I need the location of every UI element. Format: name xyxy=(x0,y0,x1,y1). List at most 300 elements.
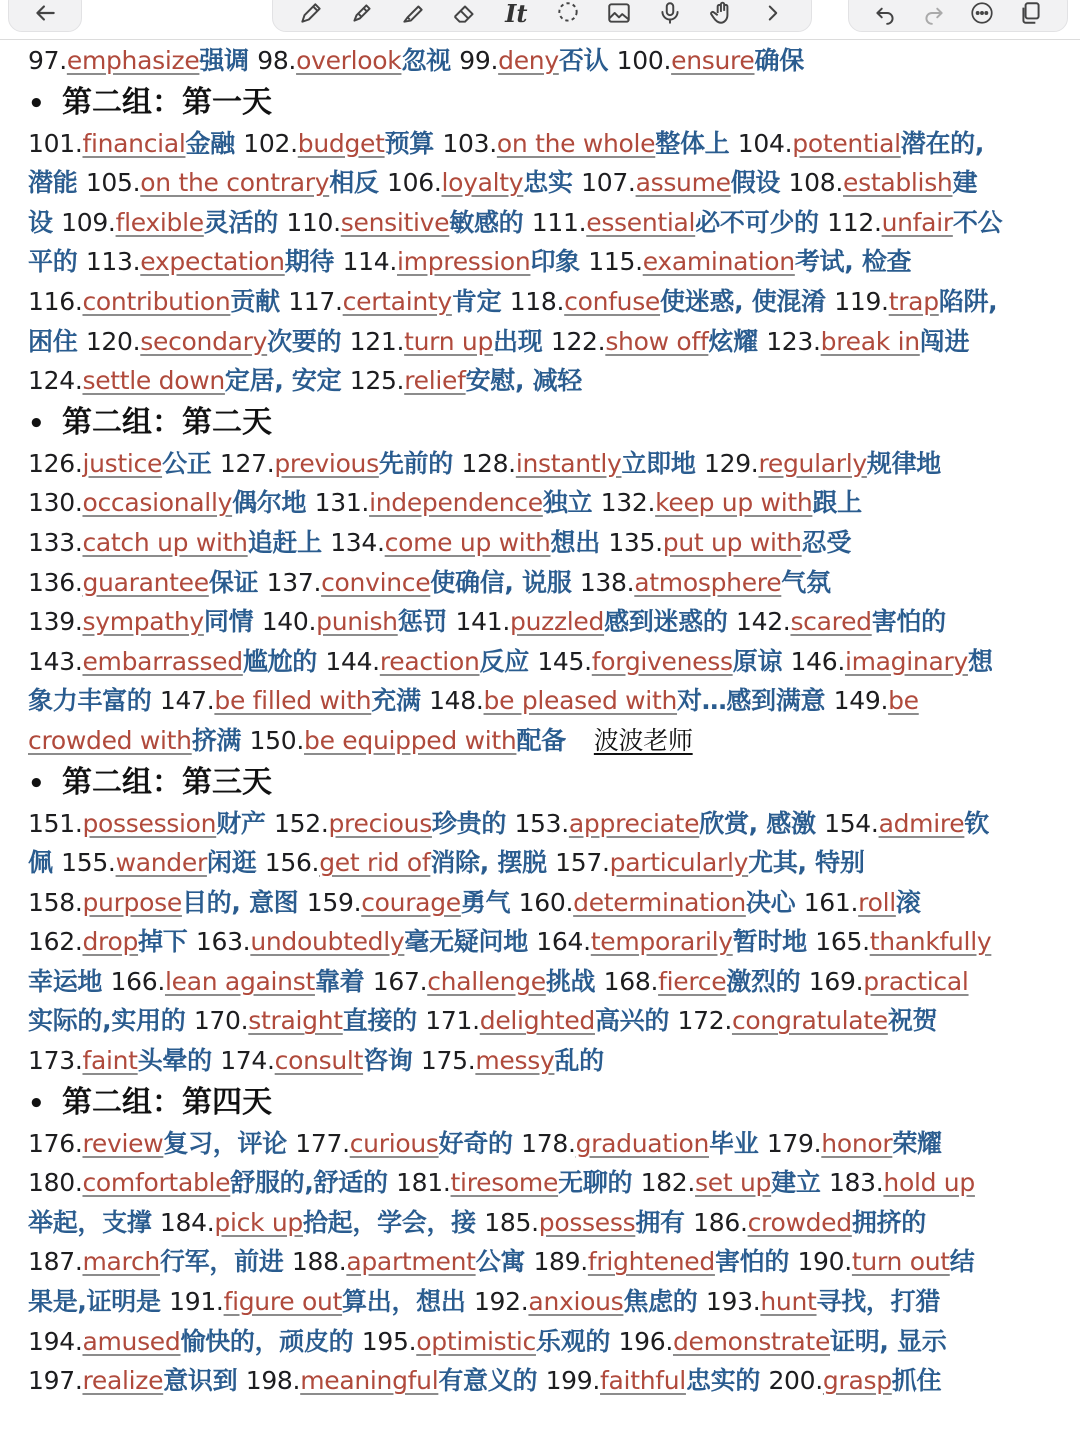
english-word: embarrassed xyxy=(82,646,243,676)
vocab-line xyxy=(28,1124,1058,1164)
english-word: come up with xyxy=(384,527,551,557)
item-number: 180. xyxy=(28,1168,83,1198)
item-number: 150. xyxy=(249,725,305,755)
chinese-meaning: 强调 xyxy=(199,46,258,75)
english-word: puzzled xyxy=(510,607,605,637)
vocab-line xyxy=(28,523,1058,563)
item-number: 179. xyxy=(766,1128,822,1158)
english-word: demonstrate xyxy=(672,1326,831,1356)
english-word: regularly xyxy=(758,448,867,478)
english-word: curious xyxy=(349,1128,439,1158)
item-number: 114. xyxy=(342,247,398,277)
chinese-meaning: 幸运地 xyxy=(28,966,111,996)
vocab-line xyxy=(28,1163,1058,1203)
english-word: contribution xyxy=(82,286,231,316)
chinese-meaning: 好奇的 xyxy=(438,1128,522,1158)
item-number: 146. xyxy=(790,646,845,676)
chinese-meaning: 规律地 xyxy=(866,448,941,478)
chinese-meaning: 相反 xyxy=(329,168,388,198)
english-word: admire xyxy=(878,808,965,838)
english-word: purpose xyxy=(82,887,182,917)
english-word: march xyxy=(82,1247,160,1277)
english-word: convince xyxy=(321,567,431,597)
english-word: get rid of xyxy=(319,848,431,878)
vocab-line xyxy=(28,1361,1058,1401)
item-number: 159. xyxy=(306,887,362,917)
pages-icon[interactable] xyxy=(1016,0,1046,28)
item-number: 112. xyxy=(827,207,882,237)
vocab-line xyxy=(28,163,1058,203)
item-number: 200. xyxy=(768,1366,823,1396)
item-number: 192. xyxy=(473,1287,529,1317)
item-number: 195. xyxy=(361,1326,417,1356)
item-number: 134. xyxy=(330,527,385,557)
english-word: crowded with xyxy=(28,725,192,755)
item-number: 148. xyxy=(429,686,484,716)
chinese-meaning: 高兴的 xyxy=(594,1006,678,1036)
item-number: 171. xyxy=(425,1006,480,1036)
english-word: potential xyxy=(792,128,901,158)
chinese-meaning: 无聊的 xyxy=(558,1168,641,1198)
chinese-meaning: 安慰, 减轻 xyxy=(465,366,582,396)
chinese-meaning: 意识到 xyxy=(163,1366,246,1396)
item-number: 121. xyxy=(349,326,405,356)
chinese-meaning: 闲逛 xyxy=(206,848,265,878)
english-word: be pleased with xyxy=(483,686,678,716)
chinese-meaning: 毕业 xyxy=(709,1128,767,1158)
chinese-meaning: 掉下 xyxy=(138,927,196,957)
chinese-meaning: 焦虑的 xyxy=(623,1287,706,1317)
item-number: 186. xyxy=(693,1207,748,1237)
chinese-meaning: 忍受 xyxy=(801,527,852,557)
item-number: 120. xyxy=(85,326,141,356)
vocab-line xyxy=(28,242,1058,282)
english-word: emphasize xyxy=(66,46,200,75)
english-word: appreciate xyxy=(568,808,700,838)
item-number: 101. xyxy=(28,128,83,158)
item-number: 177. xyxy=(295,1128,350,1158)
lasso-icon[interactable] xyxy=(553,0,583,28)
item-number: 117. xyxy=(288,286,343,316)
pen-icon[interactable] xyxy=(296,0,326,28)
english-word: turn up xyxy=(404,326,494,356)
english-word: practical xyxy=(863,966,969,996)
chinese-meaning: 印象 xyxy=(530,247,589,277)
chinese-meaning: 建立 xyxy=(771,1168,829,1198)
chinese-meaning: 对…感到满意 xyxy=(677,686,834,716)
english-word: sensitive xyxy=(340,207,450,237)
english-word: previous xyxy=(274,448,379,478)
item-number: 118. xyxy=(509,286,565,316)
english-word: temporarily xyxy=(590,927,733,957)
chinese-meaning: 滚 xyxy=(895,887,921,917)
chinese-meaning: 激烈的 xyxy=(726,966,809,996)
chinese-meaning: 珍贵的 xyxy=(431,808,515,838)
english-word: amused xyxy=(82,1326,181,1356)
english-word: establish xyxy=(843,168,953,198)
bullet-icon: • xyxy=(28,1088,45,1119)
item-number: 162. xyxy=(28,927,83,957)
chinese-meaning: 挤满 xyxy=(191,725,250,755)
chinese-meaning: 感到迷惑的 xyxy=(604,607,736,637)
item-number: 147. xyxy=(159,686,215,716)
vocab-line xyxy=(28,1001,1058,1041)
english-word: straight xyxy=(248,1006,343,1036)
chinese-meaning: 跟上 xyxy=(812,488,862,518)
english-word: atmosphere xyxy=(634,567,782,597)
chinese-meaning: 咨询 xyxy=(363,1046,421,1076)
item-number: 153. xyxy=(514,808,569,838)
item-number: 137. xyxy=(266,567,322,597)
item-number: 122. xyxy=(550,326,606,356)
vocab-line xyxy=(28,203,1058,243)
vocab-line xyxy=(28,883,1058,923)
vocab-line xyxy=(28,602,1058,642)
back-group xyxy=(8,0,82,32)
marker-icon[interactable] xyxy=(398,0,428,28)
item-number: 142. xyxy=(735,607,791,637)
item-number: 141. xyxy=(455,607,511,637)
english-word: examination xyxy=(642,247,795,277)
item-number: 132. xyxy=(600,488,656,518)
item-number: 161. xyxy=(803,887,859,917)
item-number: 164. xyxy=(536,927,591,957)
section-heading xyxy=(28,81,1058,124)
english-word: turn out xyxy=(851,1247,950,1277)
chinese-meaning: 愉快的，顽皮的 xyxy=(180,1326,362,1356)
back-icon[interactable] xyxy=(30,0,60,28)
chinese-meaning: 独立 xyxy=(542,488,601,518)
chinese-meaning: 乱的 xyxy=(554,1046,604,1076)
chinese-meaning: 实际的,实用的 xyxy=(28,1006,194,1036)
english-word: instantly xyxy=(515,448,622,478)
vocab-line xyxy=(28,322,1058,362)
chinese-meaning: 立即地 xyxy=(621,448,704,478)
note-toolbar xyxy=(0,0,1080,40)
english-word: consult xyxy=(274,1046,364,1076)
english-word: hunt xyxy=(760,1287,817,1317)
chinese-meaning: 定居, 安定 xyxy=(224,366,350,396)
hand-icon[interactable] xyxy=(707,0,737,28)
item-number: 197. xyxy=(28,1366,83,1396)
english-word: punish xyxy=(316,607,398,637)
chinese-meaning: 公正 xyxy=(162,448,220,478)
item-number: 193. xyxy=(705,1287,761,1317)
chinese-meaning: 反应 xyxy=(479,646,538,676)
english-word: deny xyxy=(498,46,559,75)
english-word: show off xyxy=(605,326,709,356)
english-word: precious xyxy=(328,808,432,838)
english-word: sympathy xyxy=(82,607,204,637)
english-word: courage xyxy=(361,887,461,917)
chinese-meaning: 不公 xyxy=(952,207,1003,237)
english-word: trap xyxy=(888,286,939,316)
item-number: 155. xyxy=(61,848,116,878)
chinese-meaning: 潜在的, xyxy=(900,128,985,158)
item-number: 183. xyxy=(828,1168,884,1198)
section-heading xyxy=(28,761,1058,804)
item-number: 99. xyxy=(459,46,499,75)
chinese-meaning: 否认 xyxy=(558,46,617,75)
chinese-meaning: 闯进 xyxy=(919,326,970,356)
item-number: 190. xyxy=(797,1247,852,1277)
item-number: 174. xyxy=(220,1046,275,1076)
english-word: justice xyxy=(82,448,163,478)
chinese-meaning: 使迷惑, 使混淆 xyxy=(660,286,835,316)
chinese-meaning: 建 xyxy=(952,168,978,198)
chinese-meaning: 目的, 意图 xyxy=(181,887,307,917)
chinese-meaning: 原谅 xyxy=(732,646,791,676)
vocab-line xyxy=(28,1242,1058,1282)
chinese-meaning: 直接的 xyxy=(342,1006,426,1036)
english-word: confuse xyxy=(564,286,661,316)
english-word: financial xyxy=(82,128,186,158)
item-number: 131. xyxy=(314,488,370,518)
chinese-meaning: 考试, 检查 xyxy=(794,247,912,277)
item-number: 196. xyxy=(618,1326,673,1356)
chinese-meaning: 想 xyxy=(967,646,993,676)
chinese-meaning: 想出 xyxy=(550,527,609,557)
section-heading-text: 第二组：第三天 xyxy=(62,764,272,800)
chinese-meaning: 陷阱, xyxy=(938,286,998,316)
chinese-meaning: 惩罚 xyxy=(397,607,456,637)
item-number: 181. xyxy=(396,1168,451,1198)
item-number: 108. xyxy=(788,168,844,198)
item-number: 103. xyxy=(442,128,497,158)
chinese-meaning: 灵活的 xyxy=(203,207,287,237)
item-number: 102. xyxy=(243,128,298,158)
english-word: independence xyxy=(369,488,543,518)
action-group xyxy=(848,0,1068,32)
item-number: 145. xyxy=(537,646,592,676)
english-word: be filled with xyxy=(214,686,372,716)
item-number: 188. xyxy=(291,1247,347,1277)
english-word: thankfully xyxy=(869,927,992,957)
english-word: grasp xyxy=(822,1366,892,1396)
chinese-meaning: 拾起，学会，接 xyxy=(302,1207,485,1237)
english-word: overlook xyxy=(296,46,402,75)
english-word: lean against xyxy=(164,966,315,996)
chinese-meaning: 公寓 xyxy=(475,1247,534,1277)
chinese-meaning: 结 xyxy=(949,1247,975,1277)
english-word: put up with xyxy=(662,527,802,557)
chevron-right-icon[interactable] xyxy=(758,0,788,28)
item-number: 116. xyxy=(28,286,83,316)
chinese-meaning: 气氛 xyxy=(781,567,831,597)
english-word: relief xyxy=(404,366,466,396)
chinese-meaning: 次要的 xyxy=(267,326,350,356)
english-word: impression xyxy=(397,247,531,277)
english-word: messy xyxy=(475,1046,555,1076)
english-word: assume xyxy=(635,168,731,198)
chinese-meaning: 尤其, 特别 xyxy=(748,848,865,878)
chinese-meaning: 必不可少的 xyxy=(695,207,828,237)
item-number: 170. xyxy=(193,1006,249,1036)
item-number: 107. xyxy=(581,168,636,198)
english-word: break in xyxy=(820,326,920,356)
chinese-meaning: 决心 xyxy=(745,887,804,917)
chinese-meaning: 平的 xyxy=(28,247,86,277)
chinese-meaning: 拥有 xyxy=(635,1207,694,1237)
english-word: graduation xyxy=(575,1128,709,1158)
english-word: wander xyxy=(115,848,207,878)
item-number: 178. xyxy=(521,1128,576,1158)
chinese-meaning: 举起，支撑 xyxy=(28,1207,160,1237)
english-word: optimistic xyxy=(416,1326,536,1356)
english-word: hold up xyxy=(883,1168,975,1198)
image-icon[interactable] xyxy=(604,0,634,28)
item-number: 169. xyxy=(808,966,864,996)
vocab-line xyxy=(28,1203,1058,1243)
vocab-line xyxy=(28,721,1058,761)
chinese-meaning: 使确信, 说服 xyxy=(430,567,580,597)
chinese-meaning: 设 xyxy=(28,207,62,237)
item-number: 129. xyxy=(703,448,759,478)
vocab-line xyxy=(28,642,1058,682)
english-word: imaginary xyxy=(844,646,968,676)
item-number: 124. xyxy=(28,366,83,396)
chinese-meaning: 出现 xyxy=(493,326,551,356)
english-word: roll xyxy=(858,887,896,917)
chinese-meaning: 毫无疑问地 xyxy=(404,927,537,957)
chinese-meaning: 果是,证明是 xyxy=(28,1287,170,1317)
item-number: 106. xyxy=(387,168,442,198)
item-number: 168. xyxy=(603,966,659,996)
chinese-meaning: 害怕的 xyxy=(714,1247,798,1277)
item-number: 139. xyxy=(28,607,83,637)
english-word: honor xyxy=(821,1128,893,1158)
english-word: congratulate xyxy=(731,1006,888,1036)
item-number: 191. xyxy=(169,1287,224,1317)
chinese-meaning: 潜能 xyxy=(28,168,86,198)
section-heading-text: 第二组：第二天 xyxy=(62,404,272,440)
chinese-meaning: 舒服的,舒适的 xyxy=(230,1168,397,1198)
item-number: 130. xyxy=(28,488,83,518)
vocab-line xyxy=(28,922,1058,962)
chinese-meaning: 祝贺 xyxy=(887,1006,938,1036)
item-number: 110. xyxy=(286,207,341,237)
english-word: particularly xyxy=(609,848,749,878)
chinese-meaning: 钦 xyxy=(964,808,990,838)
chinese-meaning: 佩 xyxy=(28,848,62,878)
tool-palette xyxy=(272,0,812,32)
item-number: 151. xyxy=(28,808,83,838)
english-word: delighted xyxy=(479,1006,595,1036)
chinese-meaning: 敏感的 xyxy=(449,207,532,237)
chinese-meaning: 忽视 xyxy=(401,46,460,75)
english-word: challenge xyxy=(427,966,546,996)
vocab-line xyxy=(28,804,1058,844)
item-number: 198. xyxy=(245,1366,301,1396)
chinese-meaning: 追赶上 xyxy=(247,527,331,557)
item-number: 194. xyxy=(28,1326,83,1356)
item-number: 166. xyxy=(110,966,165,996)
vocab-line xyxy=(28,563,1058,603)
toolbar-divider xyxy=(0,39,1080,40)
item-number: 182. xyxy=(640,1168,696,1198)
chinese-meaning: 证明, 显示 xyxy=(830,1326,947,1356)
chinese-meaning: 忠实的 xyxy=(685,1366,769,1396)
english-word: keep up with xyxy=(655,488,813,518)
bullet-icon: • xyxy=(28,408,45,439)
chinese-meaning: 暂时地 xyxy=(732,927,816,957)
chinese-meaning: 有意义的 xyxy=(438,1366,546,1396)
more-icon[interactable] xyxy=(967,0,997,28)
english-word: review xyxy=(82,1128,164,1158)
vocab-line xyxy=(28,361,1058,401)
item-number: 185. xyxy=(484,1207,539,1237)
chinese-meaning: 尴尬的 xyxy=(242,646,326,676)
item-number: 128. xyxy=(461,448,516,478)
item-number: 199. xyxy=(545,1366,601,1396)
chinese-meaning: 荣耀 xyxy=(892,1128,942,1158)
item-number: 135. xyxy=(608,527,663,557)
vocab-line xyxy=(28,1282,1058,1322)
item-number: 138. xyxy=(579,567,635,597)
item-number: 184. xyxy=(159,1207,215,1237)
chinese-meaning: 炫耀 xyxy=(708,326,767,356)
section-heading-text: 第二组：第四天 xyxy=(62,1084,272,1120)
english-word: settle down xyxy=(82,366,225,396)
english-word: anxious xyxy=(528,1287,624,1317)
section-heading xyxy=(28,401,1058,444)
english-word: expectation xyxy=(140,247,285,277)
bullet-icon: • xyxy=(28,88,45,119)
chinese-meaning: 充满 xyxy=(371,686,430,716)
redo-icon[interactable] xyxy=(919,0,949,28)
english-word: on the contrary xyxy=(140,168,330,198)
chinese-meaning: 期待 xyxy=(284,247,343,277)
bullet-icon: • xyxy=(28,768,45,799)
chinese-meaning: 偶尔地 xyxy=(232,488,315,518)
item-number: 109. xyxy=(61,207,116,237)
item-number: 125. xyxy=(349,366,405,396)
item-number: 154. xyxy=(824,808,879,838)
item-number: 113. xyxy=(85,247,141,277)
text-tool-icon[interactable]: It xyxy=(505,0,528,28)
chinese-meaning: 欣赏, 感激 xyxy=(699,808,825,838)
english-word: tiresome xyxy=(450,1168,559,1198)
item-number: 158. xyxy=(28,887,83,917)
chinese-meaning: 抓住 xyxy=(891,1366,942,1396)
english-word: loyalty xyxy=(441,168,524,198)
english-word: set up xyxy=(695,1168,772,1198)
chinese-meaning: 假设 xyxy=(730,168,789,198)
section-heading xyxy=(28,1081,1058,1124)
english-word: realize xyxy=(82,1366,164,1396)
microphone-icon[interactable] xyxy=(655,0,685,28)
vocab-line xyxy=(28,1041,1058,1081)
vocab-line xyxy=(28,1322,1058,1362)
highlighter-icon[interactable] xyxy=(347,0,377,28)
english-word: scared xyxy=(790,607,872,637)
item-number: 156. xyxy=(264,848,320,878)
english-word: determination xyxy=(573,887,746,917)
item-number: 126. xyxy=(28,448,83,478)
english-word: possess xyxy=(538,1207,636,1237)
vocab-line xyxy=(28,282,1058,322)
english-word: occasionally xyxy=(82,488,233,518)
undo-icon[interactable] xyxy=(870,0,900,28)
english-word: certainty xyxy=(342,286,452,316)
item-number: 123. xyxy=(766,326,821,356)
item-number: 160. xyxy=(518,887,574,917)
item-number: 127. xyxy=(219,448,275,478)
eraser-icon[interactable] xyxy=(450,0,480,28)
chinese-meaning: 配备 xyxy=(516,725,566,755)
item-number: 173. xyxy=(28,1046,83,1076)
chinese-meaning: 勇气 xyxy=(460,887,519,917)
